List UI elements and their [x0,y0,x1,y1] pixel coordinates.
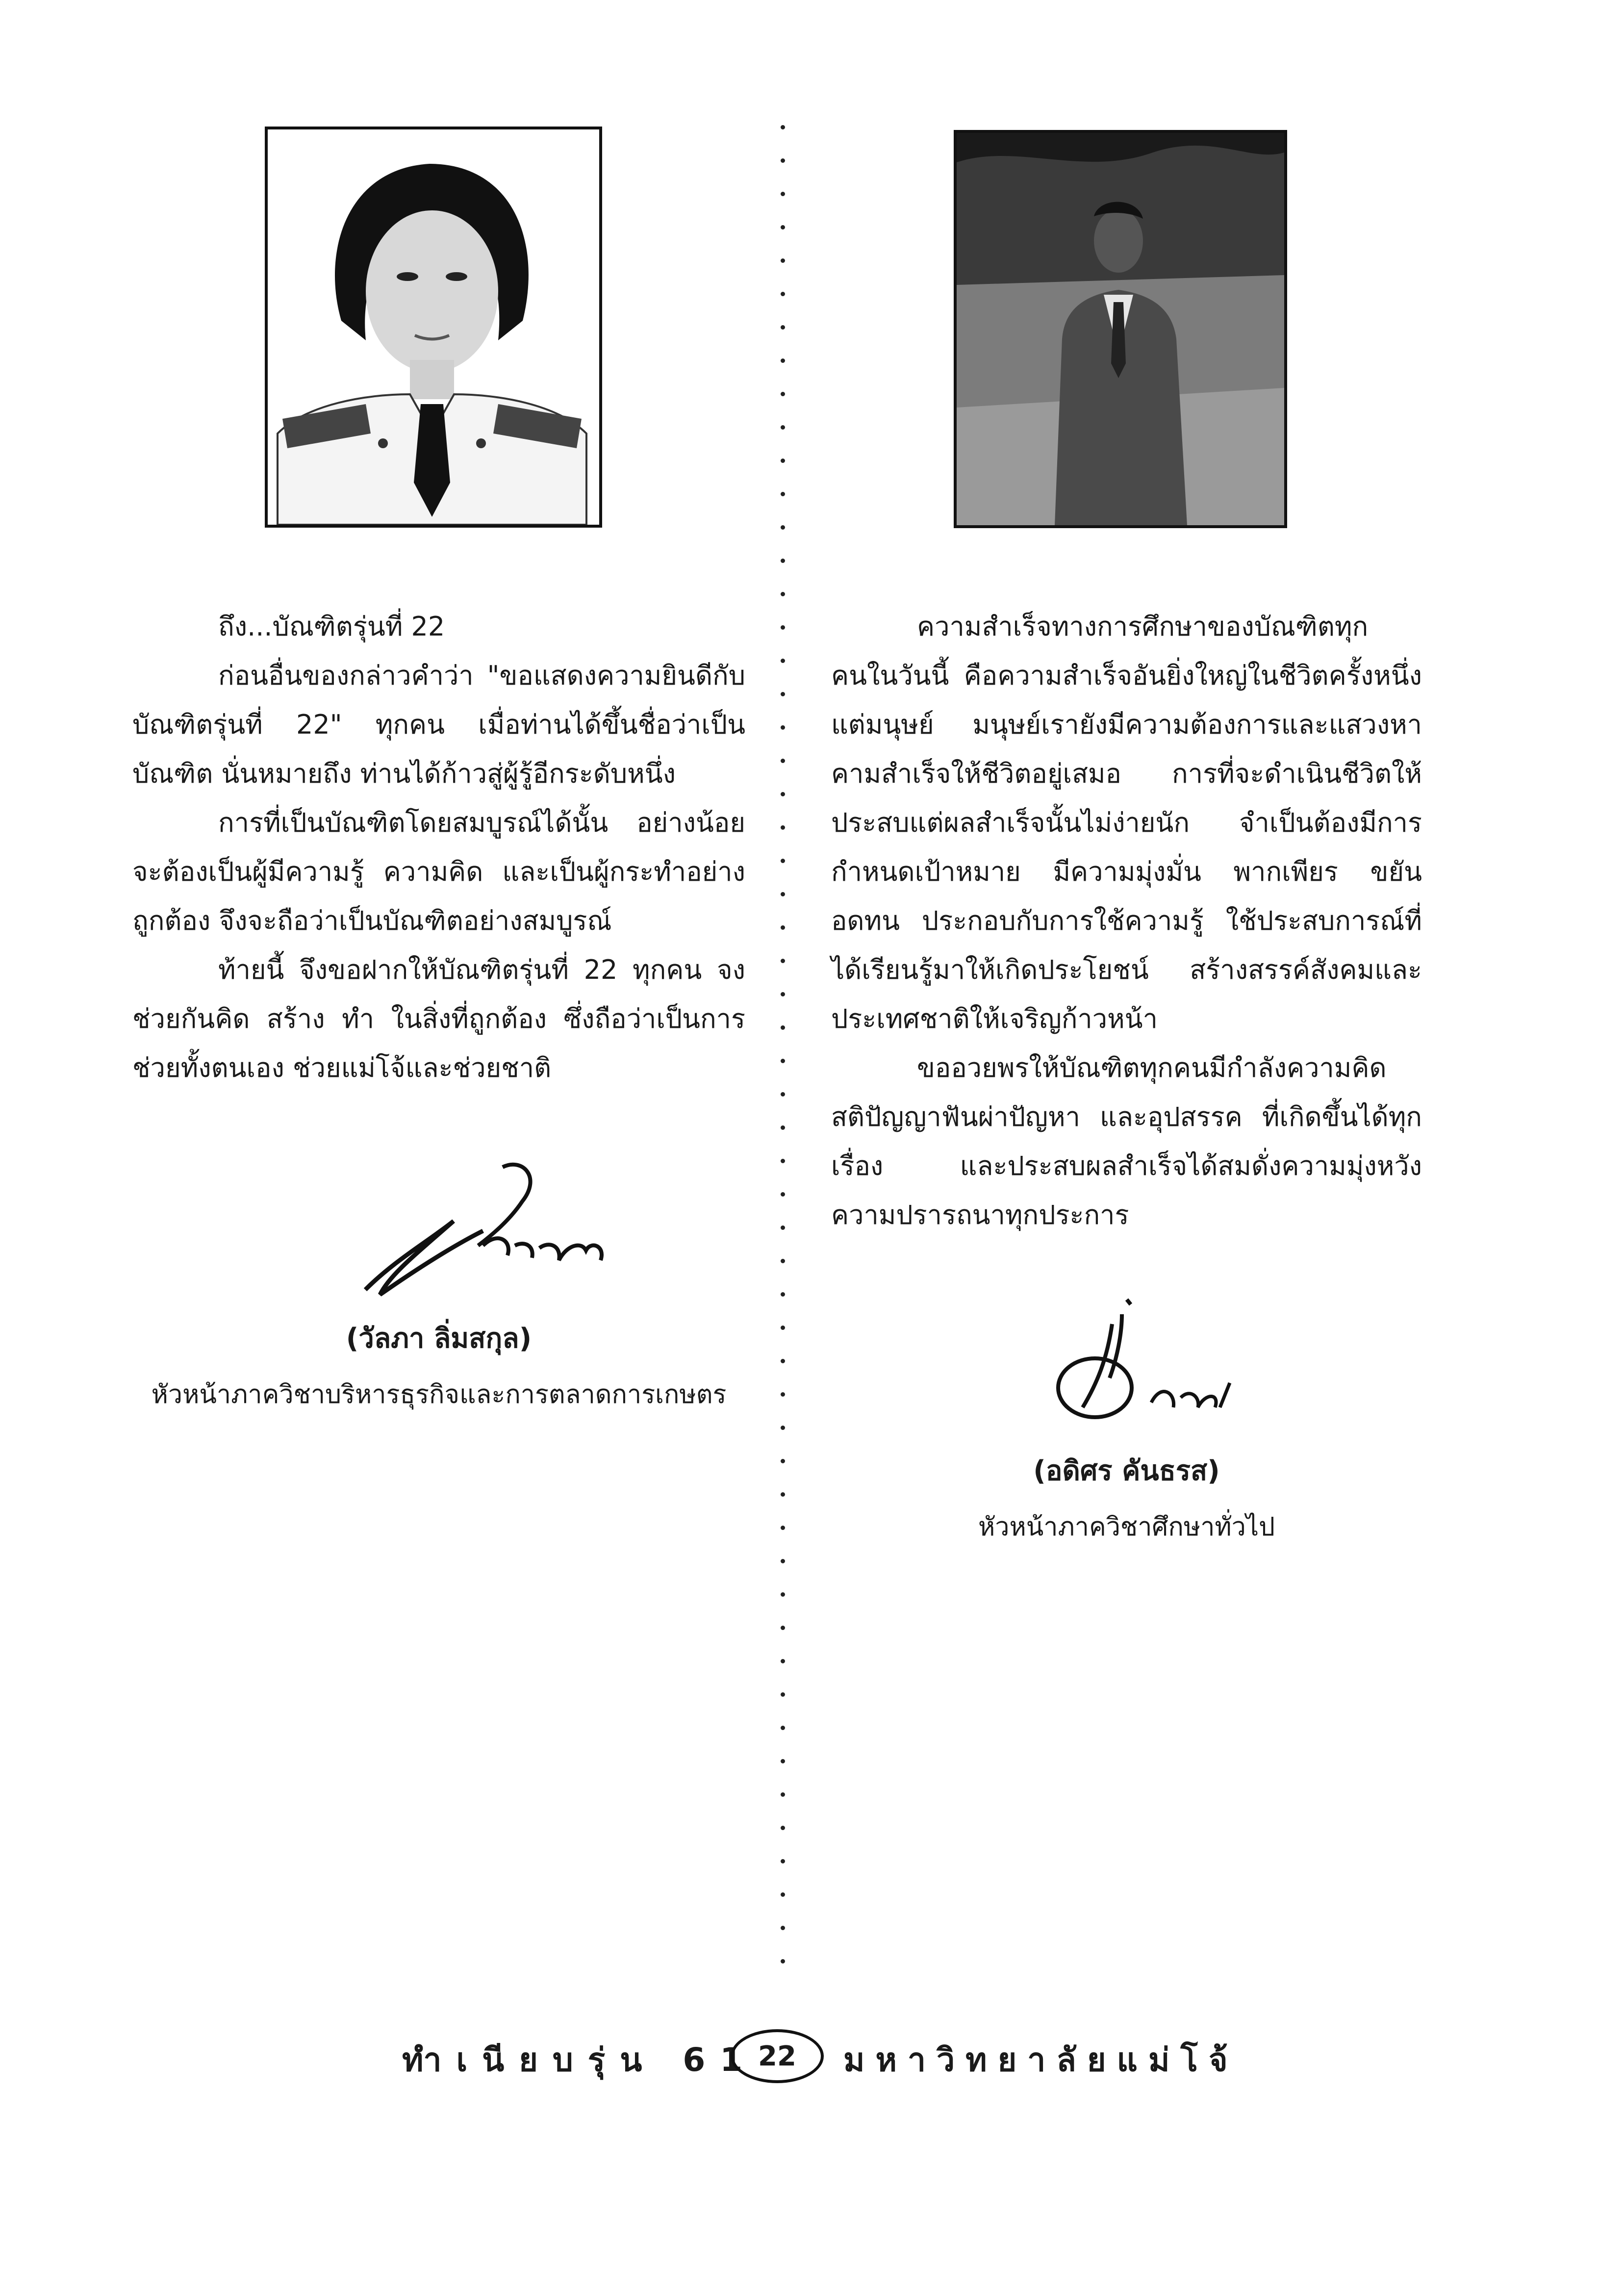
right-signature-block [831,1285,1422,1547]
divider-dot [781,992,785,996]
divider-dot [781,825,785,830]
divider-dot [781,258,785,263]
divider-dot [781,925,785,930]
divider-dot [781,1659,785,1663]
divider-dot [781,559,785,563]
divider-dot [781,1326,785,1330]
portrait-photo-right [954,130,1287,528]
left-column [132,602,745,1093]
divider-dot [781,1726,785,1730]
divider-dot [781,158,785,163]
portrait-photo-left [265,127,602,528]
divider-dot [781,1492,785,1497]
left-paragraph: ท้ายนี้ จึงขอฝากให้บัณฑิตรุ่นที่ 22 ทุกคน จงช่วยกันคิด สร้าง ทำ ในสิ่งที่ถูกต้อง ซึ่งถือว่าเป็นการช่วยทั้งตนเอง ช่วยแม่โจ้และช่วยชาติ [132,954,745,1083]
divider-dot [781,1759,785,1763]
footer-publication-title: ทำเนียบรุ่น 61 [402,2041,758,2079]
left-paragraph: การที่เป็นบัณฑิตโดยสมบูรณ์ได้นั้น อย่างน้อยจะต้องเป็นผู้มีความรู้ ความคิด และเป็นผู้กระทำอย่างถูกต้อง จึงจะถือว่าเป็นบัณฑิตอย่างสมบูรณ์ [132,807,745,936]
divider-dot [781,592,785,596]
divider-dot [781,1826,785,1830]
divider-dot [781,1859,785,1863]
handwritten-signature [267,1148,610,1314]
handwritten-signature [1004,1285,1249,1452]
divider-dot [781,1159,785,1163]
divider-dot [781,1626,785,1630]
footer-university-name: มหาวิทยาลัยแม่โจ้ [843,2041,1239,2079]
right-signatory-title: หัวหน้าภาควิชาศึกษาทั่วไป [978,1512,1275,1542]
divider-dot [781,392,785,396]
divider-dot [781,1225,785,1230]
left-paragraph: ก่อนอื่นของกล่าวคำว่า "ขอแสดงความยินดีกับบัณฑิตรุ่นที่ 22" ทุกคน เมื่อท่านได้ขึ้นชื่อว่าเป็นบัณฑิต นั่นหมายถึง ท่านได้ก้าวสู่ผู้รู้อีกระดับหนึ่ง [132,660,745,789]
divider-dot [781,1592,785,1597]
divider-dot [781,859,785,863]
divider-dot [781,1292,785,1297]
divider-dot [781,1959,785,1964]
divider-dot [781,1526,785,1530]
divider-dot [781,525,785,530]
divider-dot [781,292,785,296]
divider-dot [781,325,785,330]
divider-dot [781,659,785,663]
divider-dot [781,492,785,496]
divider-dot [781,1259,785,1263]
divider-dot [781,759,785,763]
divider-dot [781,1192,785,1197]
divider-dot [781,459,785,463]
divider-dot [781,1426,785,1430]
divider-dot [781,1392,785,1397]
divider-dot [781,725,785,730]
divider-dot [781,125,785,129]
divider-dot [781,1692,785,1697]
divider-dot [781,692,785,696]
divider-dot [781,1092,785,1096]
right-signatory-name: (อดิศร คันธรส) [1033,1455,1220,1487]
left-signature-block [132,1148,745,1414]
right-column [831,602,1422,1240]
column-divider [779,125,787,1969]
divider-dot [781,625,785,630]
divider-dot [781,192,785,196]
left-signatory-title: หัวหน้าภาควิชาบริหารธุรกิจและการตลาดการเกษตร [151,1380,727,1409]
left-signatory-name: (วัลภา ลิ่มสกุล) [346,1323,532,1354]
divider-dot [781,1025,785,1030]
divider-dot [781,358,785,363]
divider-dot [781,892,785,896]
page-number: 22 [731,2029,824,2083]
divider-dot [781,1559,785,1563]
divider-dot [781,959,785,963]
left-paragraph: ถึง...บัณฑิตรุ่นที่ 22 [218,611,445,642]
divider-dot [781,1792,785,1797]
right-paragraph: ขออวยพรให้บัณฑิตทุกคนมีกำลังความคิด สติปัญญาฟันผ่าปัญหา และอุปสรรค ที่เกิดขึ้นได้ทุกเรื่อง และประสบผลสำเร็จได้สมดั่งความมุ่งหวัง ความปรารถนาทุกประการ [831,1052,1422,1230]
divider-dot [781,1459,785,1463]
divider-dot [781,1359,785,1363]
right-paragraph: ความสำเร็จทางการศึกษาของบัณฑิตทุกคนในวันนี้ คือความสำเร็จอันยิ่งใหญ่ในชีวิตครั้งหนึ่งแต่มนุษย์ มนุษย์เรายังมีความต้องการและแสวงหาคามสำเร็จให้ชีวิตอยู่เสมอ การที่จะดำเนินชีวิตให้ประสบแต่ผลสำเร็จนั้นไม่ง่ายนัก จำเป็นต้องมีการกำหนดเป้าหมาย มีความมุ่งมั่น พากเพียร ขยัน อดทน ประกอบกับการใช้ความรู้ ใช้ประสบการณ์ที่ได้เรียนรู้มาให้เกิดประโยชน์ สร้างสรรค์สังคมและประเทศชาติให้เจริญก้าวหน้า [831,611,1422,1034]
divider-dot [781,425,785,430]
divider-dot [781,1059,785,1063]
page-footer [0,2029,1624,2098]
divider-dot [781,1926,785,1930]
divider-dot [781,792,785,796]
divider-dot [781,225,785,230]
divider-dot [781,1125,785,1130]
divider-dot [781,1892,785,1897]
